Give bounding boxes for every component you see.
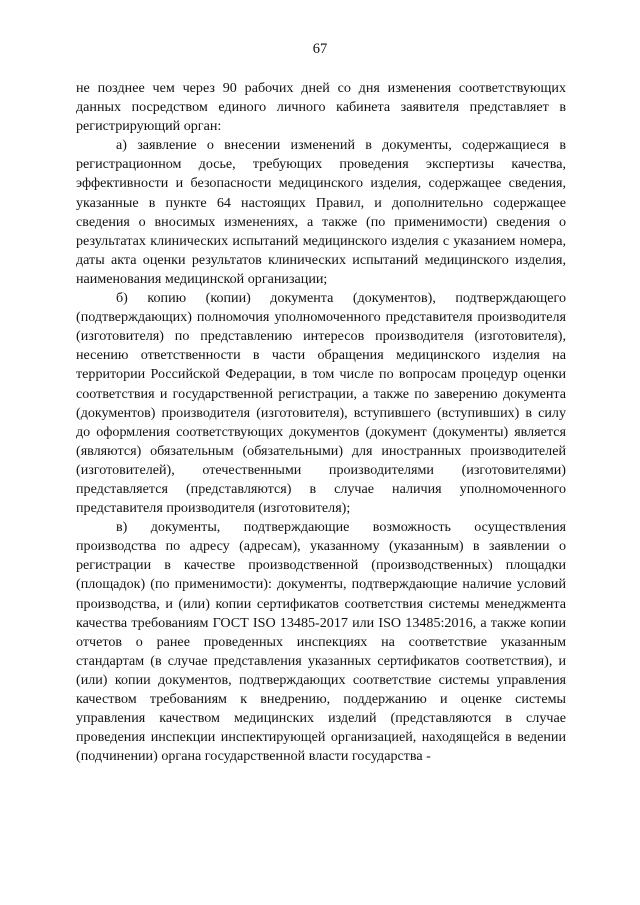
paragraph-item-a: а) заявление о внесении изменений в документы, содержащиеся в регистрационном досье, требующих проведения экспертизы качества, эффективности и безопасности медицинского изделия, содержащее сведения, указанные в пункте 64 настоящих Правил, и дополнительно содержащее сведения о вносимых изменениях, а также (по применимости) сведения о результатах клинических испытаний медицинского изделия с указанием номера, даты акта оценки результатов клинических испытаний медицинского изделия, наименования медицинской организации;	[76, 137, 566, 287]
paragraph-intro: не позднее чем через 90 рабочих дней со дня изменения соответствующих данных посредством единого личного кабинета заявителя представляет в регистрирующий орган:	[76, 80, 566, 135]
paragraph-item-b: б) копию (копии) документа (документов), подтверждающего (подтверждающих) полномочия уполномоченного представителя производителя (изготовителя) по представлению интересов производителя (изготовителя), несению ответственности в части обращения медицинского изделия на территории Российской Федерации, в том числе по вопросам процедур оценки соответствия и государственной регистрации, а также по заверению документа (документов) производителя (изготовителя), вступившего (вступивших) в силу до оформления соответствующих документов (документ (документы) является (являются) обязательным (обязательными) для иностранных производителей (изготовителей), отечественными производителями (изготовителями) представляется (представляются) в случае наличия уполномоченного представителя производителя (изготовителя);	[76, 290, 566, 517]
page-number: 67	[312, 41, 328, 57]
paragraph-item-v: в) документы, подтверждающие возможность осуществления производства по адресу (адресам), указанному (указанным) в заявлении о регистрации в качестве производственной (производственных) площадки (площадок) (по применимости): документы, подтверждающие наличие условий производства, и (или) копии сертификатов соответствия системы менеджмента качества требованиям ГОСТ ISO 13485-2017 или ISO 13485:2016, а также копии отчетов о ранее проведенных инспекциях на соответствие указанным стандартам (в случае представления указанных сертификатов соответствия), и (или) копии документов, подтверждающих соответствие системы управления качеством требованиям к внедрению, поддержанию и оценке системы управления качеством медицинских изделий (представляются в случае проведения инспекции инспектирующей организацией, находящейся в ведении (подчинении) органа государственной власти государства -	[76, 519, 566, 765]
document-body	[76, 79, 566, 766]
